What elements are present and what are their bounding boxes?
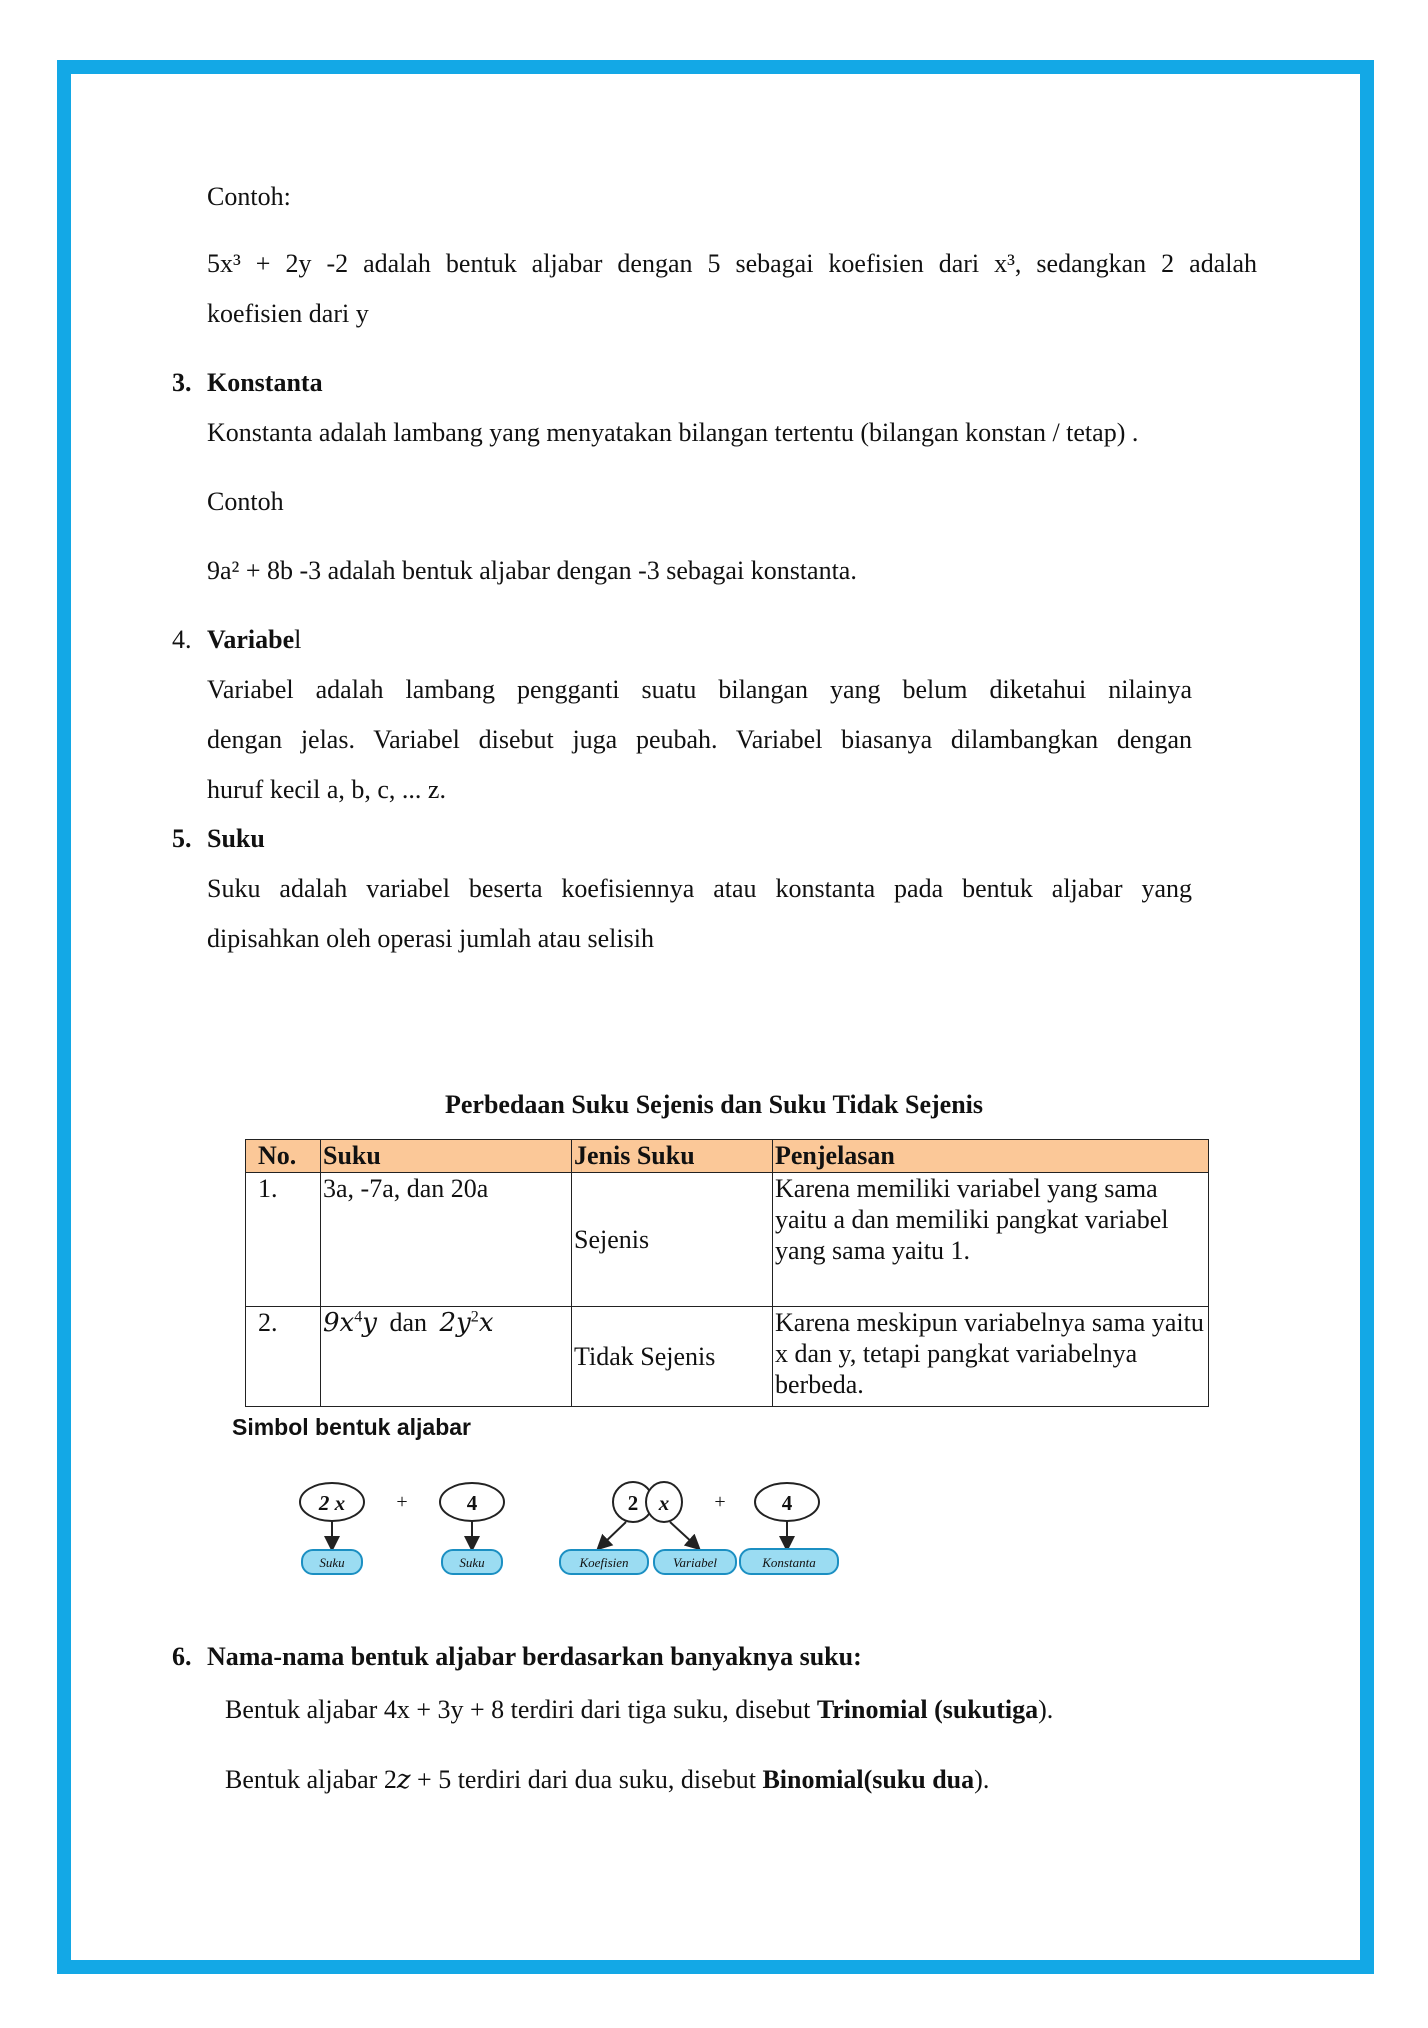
row1-no: 1. [246,1173,321,1307]
bubble-2-text: 2 [627,1491,639,1515]
plus-1: + [396,1491,408,1513]
row2-suku-b-exp: 2 [470,1308,479,1326]
symbol-caption: Simbol bentuk aljabar [232,1414,471,1440]
item5-line-1: Suku adalah variabel beserta koefisiennya atau konstanta pada bentuk aljabar yang [207,874,1192,903]
item4-line-2: dengan jelas. Variabel disebut juga peubah. Variabel biasanya dilambangkan dengan [207,725,1192,754]
item6-number: 6. [172,1642,192,1671]
label-suku-2-text: Suku [459,1555,485,1570]
item6-title: Nama-nama bentuk aljabar berdasarkan banyaknya suku: [207,1642,862,1671]
binomial-bold: Binomial(suku dua [762,1765,975,1794]
item4-line-3: huruf kecil a, b, c, ... z. [207,775,446,804]
label-koefisien-text: Koefisien [579,1555,629,1570]
item3-example-label: Contoh [207,487,284,516]
item4-title [207,624,301,655]
table-title: Perbedaan Suku Sejenis dan Suku Tidak Sejenis [444,1090,984,1119]
bubble-4b-text: 4 [781,1491,793,1515]
header-no: No. [246,1140,321,1173]
item3-example: 9a² + 8b -3 adalah bentuk aljabar dengan -3 sebagai konstanta. [207,556,857,585]
item3-number: 3. [172,368,192,397]
row2-no: 2. [246,1307,321,1407]
row2-suku-a-exp: 4 [354,1308,363,1326]
trinomial-line [225,1694,1053,1725]
bubble-x-text: x [658,1491,670,1515]
plus-2: + [714,1491,726,1513]
symbol-diagram [290,1470,850,1580]
example-line-1: 5x³ + 2y -2 adalah bentuk aljabar dengan 5 sebagai koefisien dari x³, sedangkan 2 adalah [207,249,1257,278]
item3-title: Konstanta [207,368,323,397]
trinomial-bold: Trinomial (sukutiga [816,1695,1039,1724]
row2-suku-b: 2y [439,1308,471,1338]
header-suku: Suku [321,1140,572,1173]
bubble-2x-text: 2 x [318,1491,346,1515]
row1-suku: 3a, -7a, dan 20a [321,1173,572,1307]
row2-penjelasan: Karena meskipun variabelnya sama yaitu x dan y, tetapi pangkat variabelnya berbeda. [773,1307,1209,1407]
binomial-post: ). [974,1765,990,1794]
item5-line-2: dipisahkan oleh operasi jumlah atau selisih [207,924,654,953]
label-variabel-text: Variabel [672,1555,718,1570]
row2-jenis: Tidak Sejenis [572,1307,773,1407]
binomial-line [225,1764,989,1796]
label-suku-1-text: Suku [319,1555,345,1570]
example-line-2: koefisien dari y [207,299,369,328]
item5-title: Suku [207,824,265,853]
header-penjelasan: Penjelasan [773,1140,1209,1173]
suku-table [245,1139,1209,1407]
item4-line-1: Variabel adalah lambang pengganti suatu bilangan yang belum diketahui nilainya [207,675,1192,704]
example-label: Contoh: [207,182,291,211]
binomial-pre: Bentuk aljabar 2 [225,1765,397,1794]
trinomial-post: ). [1038,1695,1054,1724]
binomial-var: z [396,1765,411,1795]
row2-suku-mid: dan [389,1308,428,1337]
row1-penjelasan: Karena memiliki variabel yang sama yaitu a dan memiliki pangkat variabel yang sama yaitu 1. [773,1173,1209,1307]
item5-number: 5. [172,824,192,853]
row2-suku-a: 9x [323,1308,355,1338]
table-row [246,1307,1209,1407]
trinomial-pre: Bentuk aljabar 4x + 3y + 8 terdiri dari tiga suku, disebut [225,1695,817,1724]
page-border [57,60,1374,1974]
row2-suku [321,1307,572,1407]
row2-suku-a-tail: y [362,1308,377,1338]
item4-title-rest: l [294,625,302,654]
header-jenis: Jenis Suku [572,1140,773,1173]
item4-title-bold: Variabe [207,625,295,654]
bubble-4-text: 4 [466,1491,478,1515]
label-konstanta-text: Konstanta [762,1555,816,1570]
table-header-row [246,1140,1209,1173]
binomial-mid: + 5 terdiri dari dua suku, disebut [410,1765,763,1794]
row2-suku-b-tail: x [478,1308,494,1338]
row1-jenis: Sejenis [572,1173,773,1307]
table-row [246,1173,1209,1307]
item3-desc: Konstanta adalah lambang yang menyatakan bilangan tertentu (bilangan konstan / tetap) . [207,418,1139,447]
item4-number: 4. [172,625,192,654]
